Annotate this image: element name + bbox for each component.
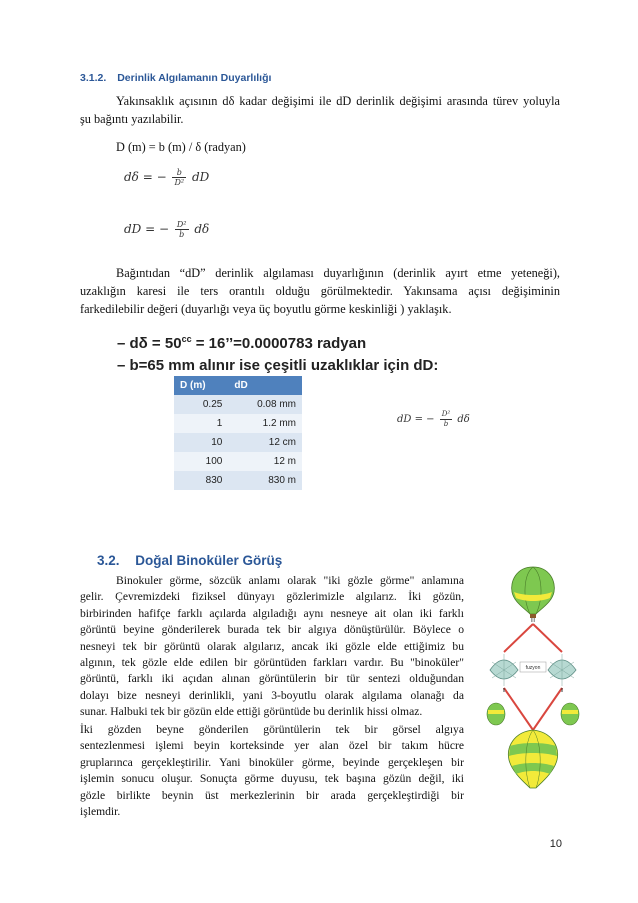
paragraph-line: işlemdir.	[80, 805, 121, 819]
paragraph-line: Yakınsaklık açısının dδ kadar değişimi ile dD derinlik değişimi arasında türev yoluyla	[116, 94, 560, 108]
balloon-bottom	[508, 730, 557, 788]
eye-right	[548, 654, 576, 694]
table-row	[174, 433, 302, 452]
section-number: 3.2.	[97, 553, 120, 568]
denominator: D²	[174, 178, 185, 187]
paragraph-line: uzaklığın karesi ile ters orantılı olduğu görülmektedir. Yakınsama açısı değişiminin	[80, 284, 560, 298]
section-title: Doğal Binoküler Görüş	[135, 553, 283, 568]
paragraph-line: şu bağıntı yazılabilir.	[80, 112, 184, 126]
balloon-small-right	[561, 703, 579, 725]
fraction	[175, 220, 189, 239]
paragraph-line: gruplarınca gerçekleştirilir. Yani binoküler görme, beyinde gerçekleşen bir	[80, 755, 464, 769]
bullet-superscript: cc	[181, 334, 192, 344]
balloon-small-left	[487, 703, 505, 725]
equation-1	[124, 168, 209, 187]
table-header-row	[174, 376, 302, 395]
table-header-cell: dD	[228, 376, 302, 395]
section-heading	[97, 553, 282, 568]
paragraph-line: Bağıntıdan “dD” derinlik algılaması duyarlığının (derinlik ayırt etme yeteneği),	[116, 266, 560, 280]
paragraph-line: görüntü, farklı iki açıdan alınan görüntülerin bir tür sentezi olduğundan	[80, 672, 464, 686]
paragraph-line: işlemin sonucu oluşur. Sonuçta görme duyusu, tek başına gözün değil, iki	[80, 772, 464, 786]
paragraph-intro	[80, 92, 560, 128]
equation-lhs: dD = −	[397, 414, 435, 425]
subsection-heading	[80, 72, 271, 84]
table-row	[174, 395, 302, 414]
table-row	[174, 414, 302, 433]
numerator: b	[172, 168, 186, 178]
numerator: D²	[441, 410, 451, 418]
figure-label-right: II	[560, 688, 564, 694]
equation-3	[397, 410, 470, 429]
paragraph-line: gelir. Çevremizdeki fiziksel dünyayı gözlerimizle algılarız. İki gözün,	[80, 590, 464, 604]
paragraph-binocular	[80, 573, 464, 721]
numerator: D²	[176, 220, 187, 229]
paragraph-synthesis	[80, 722, 464, 820]
paragraph-line: birbirinden hafifçe farklı açılarda algıladığı aynı nesneye ait olan iki farklı	[80, 606, 464, 620]
paragraph-line: görüntü beyine gönderilerek burada tek bir algıya dönüştürülür. Böylece o	[80, 623, 464, 637]
paragraph-line: farkedilebilir değeri (duyarlığı veya üç boyutlu görme keskinliği ) yaklaşık.	[80, 302, 452, 316]
bullet-baseline: – b=65 mm alınır ise çeşitli uzaklıklar için dD:	[117, 357, 439, 374]
equation-2	[124, 220, 209, 239]
equation-rhs: dδ	[194, 222, 210, 236]
bullet-text: – dδ = 50	[117, 335, 182, 352]
formula-text: D (m) = b (m) / δ (radyan)	[116, 140, 246, 154]
paragraph-line: Binokuler görme, sözcük anlamı olarak "iki gözle görme" anlamına	[116, 574, 464, 587]
bullet-angle	[117, 328, 438, 355]
fraction	[172, 168, 186, 187]
table-cell: 0.25	[174, 395, 228, 414]
slide-bullets	[117, 328, 438, 377]
bullet-text: = 16’’=0.0000783 radyan	[191, 335, 367, 352]
fraction	[440, 410, 452, 429]
balloon-top	[512, 567, 555, 624]
subsection-number: 3.1.2.	[80, 72, 107, 84]
paragraph-line: İki gözden beyne gönderilen görüntülerin tek bir görsel algıya	[80, 723, 464, 736]
page-number: 10	[549, 838, 562, 850]
table-cell: 830 m	[228, 471, 302, 490]
denominator: b	[443, 420, 449, 428]
paragraph-line: algının, tek gözle elde edilen bir görüntüden farkları vardır. Bu "binoküler"	[80, 656, 464, 670]
paragraph-sensitivity	[80, 264, 560, 318]
figure-label-top: III	[530, 618, 536, 624]
equation-rhs: dD	[191, 170, 210, 184]
binocular-fusion-figure	[484, 562, 582, 792]
sensitivity-table	[174, 376, 302, 490]
table-cell: 830	[174, 471, 228, 490]
table-cell: 1.2 mm	[228, 414, 302, 433]
denominator: b	[179, 230, 185, 239]
table-row	[174, 452, 302, 471]
paragraph-line: nesneyi tek bir görüntü olarak algılarız, ancak iki gözle elde ettiğimiz bu	[80, 639, 464, 653]
paragraph-line: sunar. Halbuki tek bir gözün elde ettiği görüntüde bu derinlik hissi olmaz.	[80, 705, 423, 719]
eye-left	[490, 654, 518, 694]
paragraph-line: gözle birlikte beynin üst merkezlerinin bir arada gerçekleştirdiği bir	[80, 788, 464, 802]
table-cell: 10	[174, 433, 228, 452]
figure-label-left: II	[502, 688, 506, 694]
table-cell: 1	[174, 414, 228, 433]
table-cell: 12 cm	[228, 433, 302, 452]
figure-label-center: fuzyon	[525, 665, 541, 671]
table-header-cell: D (m)	[174, 376, 228, 395]
paragraph-line: dolayı bize nesneyi derinlikli, yani 3-boyutlu olarak algılama olanağı da	[80, 688, 464, 702]
equation-rhs: dδ	[457, 414, 470, 425]
paragraph-line: sentezlenmesi işlemi beyin korteksinde yer alan özel bir takım hücre	[80, 739, 464, 753]
table-cell: 0.08 mm	[228, 395, 302, 414]
table-row	[174, 471, 302, 490]
equation-lhs: dD = −	[124, 222, 170, 236]
table-cell: 100	[174, 452, 228, 471]
subsection-title: Derinlik Algılamanın Duyarlılığı	[117, 72, 272, 84]
equation-lhs: dδ = −	[124, 170, 167, 184]
table-cell: 12 m	[228, 452, 302, 471]
